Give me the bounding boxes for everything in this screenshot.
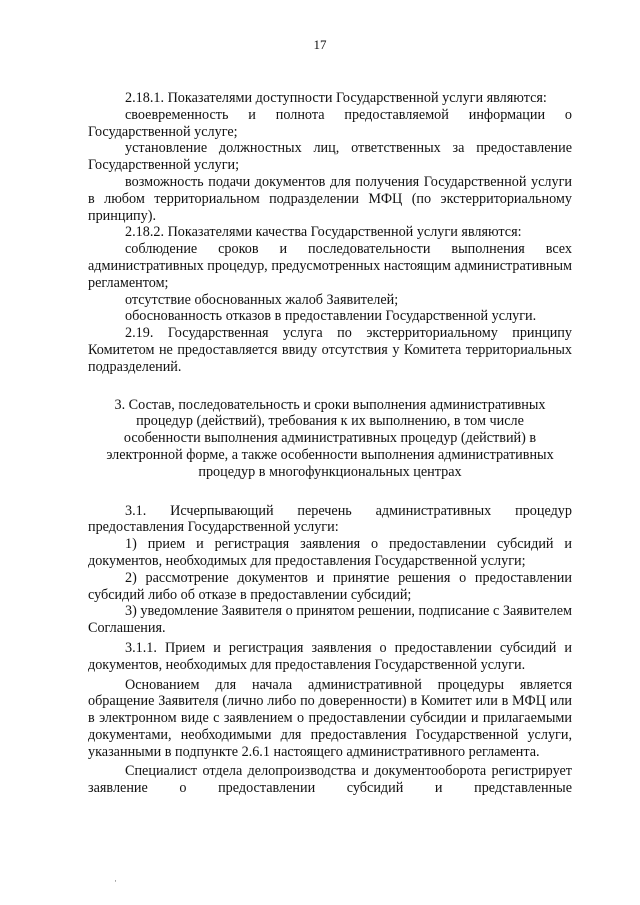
list-item-1: 1) прием и регистрация заявления о предоставлении субсидий и документов, необходимых для предоставления Государственной услуги; [88, 536, 572, 569]
paragraph-officials: установление должностных лиц, ответственных за предоставление Государственной услуги; [88, 140, 572, 174]
paragraph-grounds: Основанием для начала административной процедуры является обращение Заявителя (лично либо по доверенности) в Комитет или в МФЦ или в электронном виде с заявлением о предоставлении субсидии и прилагаемыми документами, необходимыми для предоставления Государственной услуги, указанными в подпункте 2.6.1 настоящего административного регламента. [88, 676, 572, 760]
paragraph-registration: Специалист отдела делопроизводства и документооборота регистрирует заявление о предоставлении субсидий и представленные [88, 763, 572, 797]
paragraph-timeliness: своевременность и полнота предоставляемой информации о Государственной услуге; [88, 106, 572, 140]
page-number: 17 [313, 37, 327, 52]
list-item-2: 2) рассмотрение документов и принятие решения о предоставлении субсидий либо об отказе в предоставлении субсидий; [88, 569, 572, 603]
paragraph-2-19: 2.19. Государственная услуга по экстерриториальному принципу Комитетом не предоставляется ввиду отсутствия у Комитета территориальных подразделений. [88, 325, 572, 375]
page-body [88, 90, 572, 797]
paragraph-2-18-2: 2.18.2. Показателями качества Государственной услуги являются: [125, 224, 522, 241]
paragraph-submission: возможность подачи документов для получения Государственной услуги в любом территориальном подразделении МФЦ (по экстерриториальному принципу). [88, 173, 572, 224]
section-3-heading: 3. Состав, последовательность и сроки выполнения административных процедур (действий), требования к их выполнению, в том числе особенности выполнения административных процедур (действий) в электронной форме, а также особенности выполнения административных процедур в многофункциональных центрах [106, 396, 554, 480]
paragraph-no-complaints: отсутствие обоснованных жалоб Заявителей; [125, 291, 399, 308]
paragraph-deadlines: соблюдение сроков и последовательности выполнения всех административных процедур, предусмотренных настоящим административным регламентом; [88, 241, 572, 291]
paragraph-3-1: 3.1. Исчерпывающий перечень административных процедур предоставления Государственной услуги: [88, 502, 572, 536]
paragraph-3-1-1: 3.1.1. Прием и регистрация заявления о предоставлении субсидий и документов, необходимых для предоставления Государственной услуги. [88, 639, 572, 673]
paragraph-refusals: обоснованность отказов в предоставлении Государственной услуги. [125, 308, 537, 325]
margin-mark: · [114, 876, 117, 886]
paragraph-2-18-1: 2.18.1. Показателями доступности Государственной услуги являются: [125, 90, 547, 106]
list-item-3: 3) уведомление Заявителя о принятом решении, подписание с Заявителем Соглашения. [88, 603, 572, 637]
